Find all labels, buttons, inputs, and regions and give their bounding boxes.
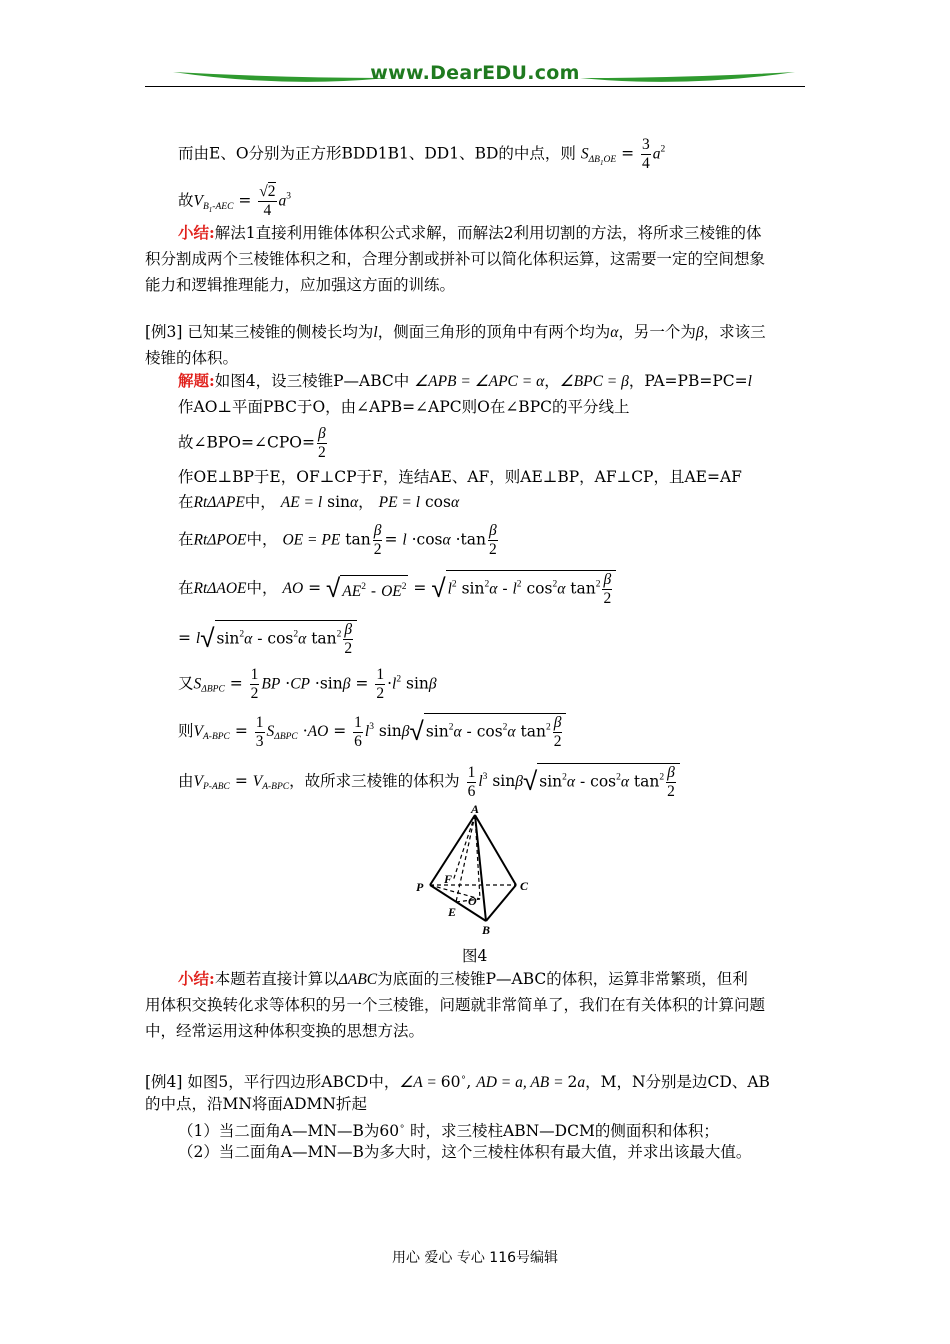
text-line-1: 而由E、O分别为正方形BDD1B1、DD1、BD的中点，则 $S_{\Delta B_1OE}$ = $\frac{3}{4}$ $a^2$: [178, 136, 666, 172]
example-4-line-b: 的中点，沿MN将面ADMN折起: [145, 1095, 367, 1113]
figure-caption: 图4: [462, 947, 488, 965]
label-f: F: [444, 872, 453, 886]
summary-1-line-c: 能力和逻辑推理能力，应加强这方面的训练。: [145, 276, 456, 294]
site-logo[interactable]: www.DearEDU.com: [370, 62, 580, 84]
page-header: [145, 58, 805, 90]
summary-2-line-a: 小结:本题若直接计算以ΔABC为底面的三棱锥P—ABC的体积，运算非常繁琐，但利: [178, 969, 748, 988]
solution-line-2: 作AO⊥平面PBC于O，由∠APB=∠APC则O在∠BPC的平分线上: [178, 398, 630, 416]
example-4-question-2: （2）当二面角A—MN—B为多大时，这个三棱柱体积有最大值，并求出该最大值。: [178, 1143, 752, 1161]
example-3-line-a: [例3] 已知某三棱锥的侧棱长均为l，侧面三角形的顶角中有两个均为α，另一个为β，求该三: [145, 323, 766, 341]
summary-2-line-b: 用体积交换转化求等体积的另一个三棱锥，问题就非常简单了，我们在有关体积的计算问题: [145, 996, 766, 1014]
label-p: P: [416, 880, 424, 894]
example-4-question-1: （1）当二面角A—MN—B为60∘ 时，求三棱柱ABN—DCM的侧面积和体积；: [178, 1122, 719, 1140]
summary-2-line-c: 中，经常运用这种体积变换的思想方法。: [145, 1022, 425, 1040]
solution-line-10: 则$V_{A-BPC}$ = $\frac{1}{3}$ $S_{\Delta BPC} \cdot AO$ = $\frac{1}{6}$ $l^3$ sinβ√ $\sin^2\alpha - \cos^2\alpha$ $\tan^2$ $\frac{\beta}{2}$: [178, 713, 566, 751]
solution-line-9: 又$S_{\Delta BPC}$ = $\frac{1}{2}$ BP ·CP ·sinβ = $\frac{1}{2}$ $\cdot l^2$ sinβ: [178, 666, 437, 702]
solution-line-8: = l√ $\sin^2\alpha - \cos^2\alpha$ $\tan^2$ $\frac{\beta}{2}$: [178, 620, 357, 658]
label-o: O: [468, 894, 477, 908]
solution-line-7: 在RtΔAOE中， AO = √ $AE^2 - OE^2$ = √ $l^2$ $\sin^2\alpha - l^2$ $\cos^2\alpha$ $\tan^2$ $\frac{\beta}{2}$: [178, 570, 616, 608]
solution-line-5: 在RtΔAPE中， AE = l sinα， PE = l cosα: [178, 493, 460, 511]
summary-1-line-b: 积分割成两个三棱锥体积之和，合理分割或拼补可以简化体积运算，这需要一定的空间想象: [145, 250, 766, 268]
label-e: E: [448, 905, 457, 919]
segment-af: [453, 815, 475, 881]
edge-ap: [430, 815, 475, 885]
label-b: B: [482, 923, 491, 937]
header-rule: [145, 86, 805, 87]
summary-1-line-a: 小结:解法1直接利用锥体体积公式求解，而解法2利用切割的方法，将所求三棱锥的体: [178, 223, 762, 242]
text-line-2: 故$V_{B_1-AEC}$ = $\frac{√2}{4}$ $a^3$: [178, 183, 292, 219]
page-footer: 用心 爱心 专心 116号编辑: [391, 1250, 559, 1266]
solution-line-4: 作OE⊥BP于E，OF⊥CP于F，连结AE、AF，则AE⊥BP，AF⊥CP，且AE=AF: [178, 468, 742, 486]
label-a: A: [471, 803, 480, 816]
solution-line-11: 由$V_{P-ABC} = V_{A-BPC}$，故所求三棱锥的体积为 $\frac{1}{6}$ $l^3$ sinβ√ $\sin^2\alpha - \cos^2\alpha$ $\tan^2$ $\frac{\beta}{2}$: [178, 763, 680, 801]
pyramid-figure: [408, 803, 538, 938]
solution-line-1: 解题:如图4，设三棱锥P—ABC中 ∠APB = ∠APC = α，∠BPC = β，PA=PB=PC=l: [178, 371, 752, 390]
label-c: C: [520, 879, 529, 893]
solution-line-6: 在RtΔPOE中， OE = PE tan $\frac{\beta}{2}$ = l ·cosα ·tan $\frac{\beta}{2}$: [178, 522, 497, 558]
edge-cb: [486, 885, 516, 921]
example-4-line-a: [例4] 如图5，平行四边形ABCD中，∠A = 60∘, AD = a, AB = 2a，M，N分别是边CD、AB: [145, 1073, 770, 1091]
example-3-line-b: 棱锥的体积。: [145, 349, 239, 367]
solution-line-3: 故∠BPO=∠CPO= $\frac{\beta}{2}$: [178, 425, 326, 461]
